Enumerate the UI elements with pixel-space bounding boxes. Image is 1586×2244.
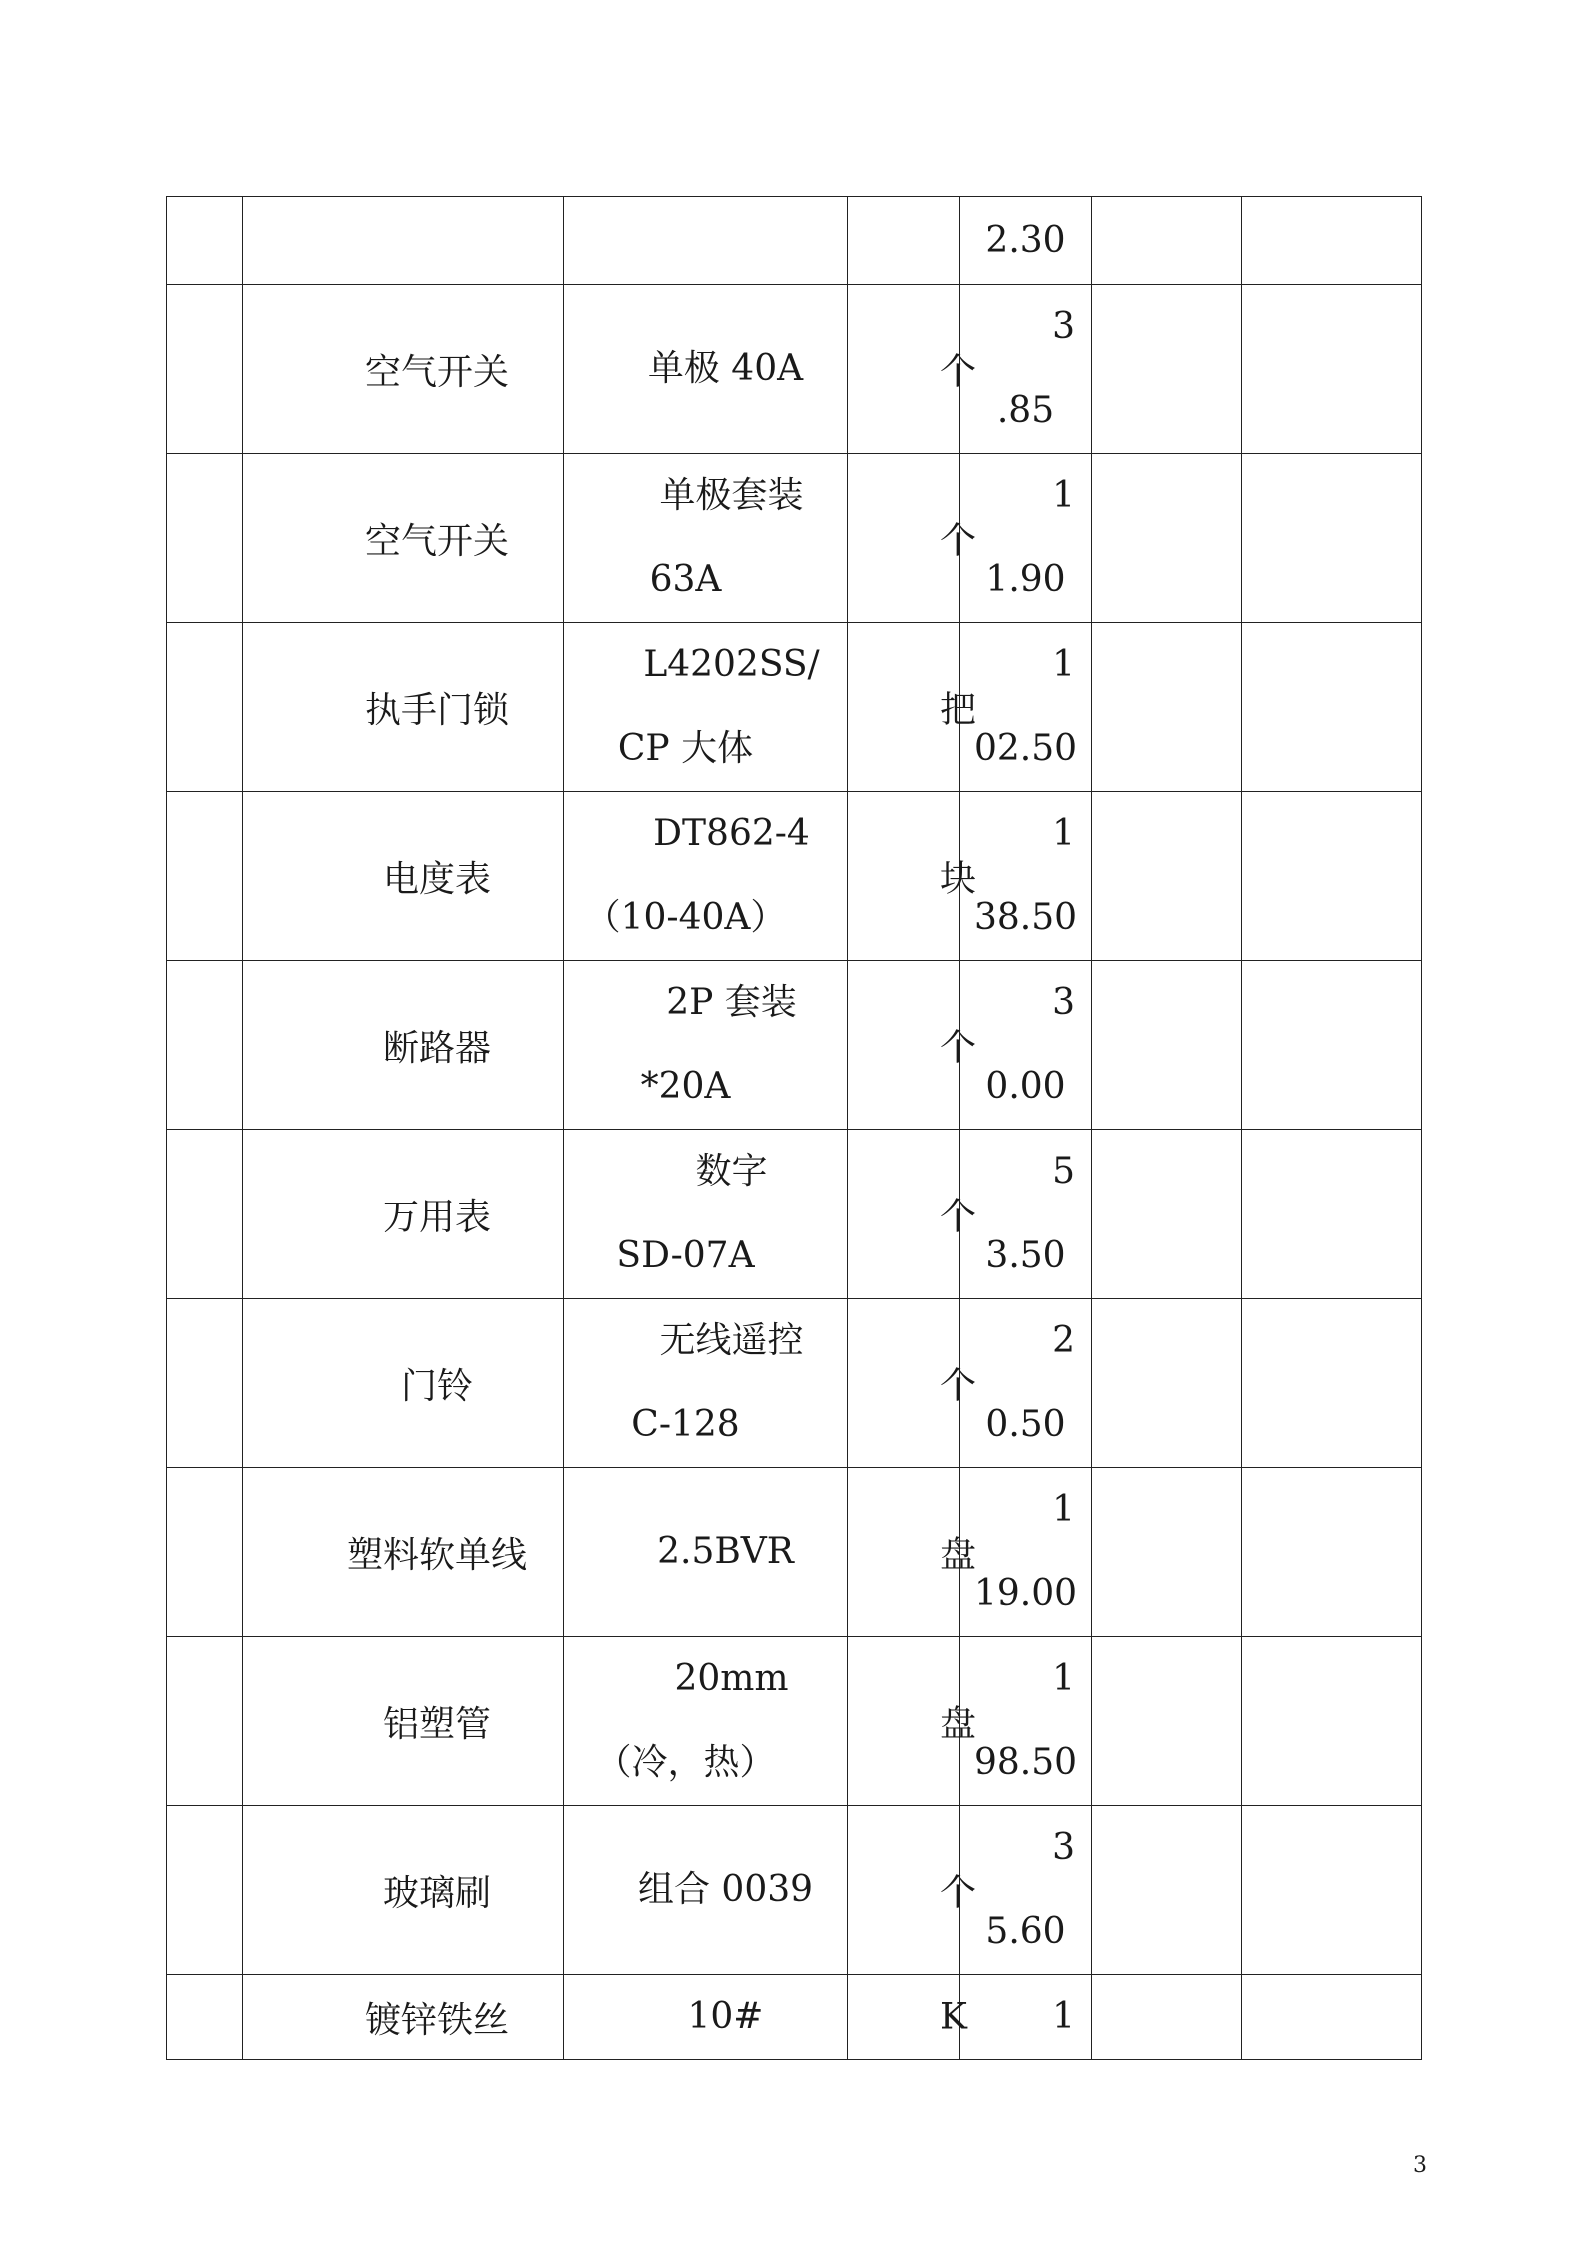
price-part: 5.60 [985, 1911, 1066, 1952]
unit-cell [848, 961, 977, 1130]
unit-text: 个 [940, 351, 977, 393]
empty-cell [1242, 454, 1422, 623]
spec-text: 无线遥控 [659, 1320, 804, 1361]
unit-cell [848, 1299, 977, 1468]
unit-cell [848, 1130, 977, 1299]
name-cell: 门铃 [243, 1299, 564, 1468]
unit-cell [848, 1975, 967, 2060]
empty-cell [1092, 454, 1242, 623]
price-part: 1 [1052, 1489, 1075, 1530]
unit-cell [848, 1468, 977, 1637]
index-cell [167, 792, 243, 961]
name-cell: 电度表 [243, 792, 564, 961]
spec-text: 单极 40A [647, 348, 804, 389]
price-cell [960, 1975, 1092, 2060]
index-cell [167, 1806, 243, 1975]
price-part: 1 [1052, 1658, 1075, 1699]
spec-text: CP 大体 [617, 728, 754, 769]
spec-cell [564, 1975, 848, 2060]
name-cell: 镀锌铁丝 [243, 1975, 564, 2060]
spec-text: （10-40A） [584, 897, 787, 938]
name-cell: 玻璃刷 [243, 1806, 564, 1975]
name-cell [243, 197, 564, 285]
name-cell: 万用表 [243, 1130, 564, 1299]
unit-text: 个 [940, 1196, 977, 1238]
price-part: 2 [1052, 1320, 1075, 1361]
spec-text: 2.5BVR [657, 1531, 794, 1572]
spec-cell [564, 197, 848, 285]
table-row [167, 961, 1422, 1130]
empty-cell [1092, 1468, 1242, 1637]
price-part: 1 [1052, 475, 1075, 516]
table-row [167, 1975, 1422, 2060]
price-part: 0.50 [985, 1404, 1066, 1445]
empty-cell [1092, 1130, 1242, 1299]
empty-cell [1242, 792, 1422, 961]
price-part: .85 [996, 390, 1055, 431]
price-cell [960, 792, 1092, 961]
price-cell [960, 1637, 1092, 1806]
price-part: 3 [1052, 982, 1075, 1023]
table-row [167, 1637, 1422, 1806]
spec-cell [564, 1299, 848, 1468]
unit-text: 个 [940, 1365, 977, 1407]
spec-text: L4202SS/ [643, 644, 820, 685]
spec-text: （冷，热） [595, 1742, 776, 1783]
price-cell [960, 961, 1092, 1130]
index-cell [167, 1130, 243, 1299]
unit-cell [848, 454, 977, 623]
spec-cell [564, 1468, 848, 1637]
index-cell [167, 197, 243, 285]
price-table [166, 196, 1422, 2060]
unit-cell [848, 285, 977, 454]
price-part: 98.50 [973, 1742, 1078, 1783]
empty-cell [1242, 961, 1422, 1130]
empty-cell [1242, 1975, 1422, 2060]
price-cell [960, 285, 1092, 454]
empty-cell [1092, 623, 1242, 792]
unit-cell [848, 792, 977, 961]
spec-cell [564, 1637, 848, 1806]
price-part: 0.00 [985, 1066, 1066, 1107]
spec-cell [564, 961, 848, 1130]
spec-cell [564, 1130, 848, 1299]
price-part: 1.90 [985, 559, 1066, 600]
empty-cell [1242, 1806, 1422, 1975]
empty-cell [1242, 285, 1422, 454]
index-cell [167, 285, 243, 454]
unit-text: K [940, 1996, 967, 2038]
name-cell: 空气开关 [243, 285, 564, 454]
spec-text: 20mm [674, 1658, 789, 1699]
price-cell [960, 197, 1092, 285]
unit-text: 盘 [940, 1703, 977, 1745]
spec-cell [564, 623, 848, 792]
page-number: 3 [1413, 2153, 1427, 2178]
unit-cell [848, 623, 977, 792]
price-part: 3 [1052, 306, 1075, 347]
price-cell [960, 1806, 1092, 1975]
empty-cell [1242, 623, 1422, 792]
index-cell [167, 1975, 243, 2060]
empty-cell [1092, 1975, 1242, 2060]
table-row [167, 1806, 1422, 1975]
spec-text: 数字 [695, 1151, 768, 1192]
table-row [167, 454, 1422, 623]
spec-cell [564, 285, 848, 454]
price-part: 3 [1052, 1827, 1075, 1868]
price-part: 38.50 [973, 897, 1078, 938]
table-row [167, 1468, 1422, 1637]
spec-cell [564, 1806, 848, 1975]
empty-cell [1242, 1468, 1422, 1637]
price-cell [960, 1130, 1092, 1299]
empty-cell [1092, 792, 1242, 961]
empty-cell [1242, 1299, 1422, 1468]
empty-cell [1242, 1637, 1422, 1806]
empty-cell [1092, 1637, 1242, 1806]
index-cell [167, 1468, 243, 1637]
index-cell [167, 454, 243, 623]
spec-text: 10# [687, 1996, 764, 2037]
name-cell: 铝塑管 [243, 1637, 564, 1806]
name-cell: 空气开关 [243, 454, 564, 623]
price-cell [960, 623, 1092, 792]
price-cell [960, 1468, 1092, 1637]
unit-cell [848, 197, 960, 285]
table-row [167, 1299, 1422, 1468]
name-cell: 执手门锁 [243, 623, 564, 792]
name-cell: 断路器 [243, 961, 564, 1130]
empty-cell [1092, 1299, 1242, 1468]
price-part: 1 [1052, 813, 1075, 854]
empty-cell [1242, 197, 1422, 285]
price-cell [960, 454, 1092, 623]
spec-text: *20A [640, 1066, 731, 1107]
table-row [167, 792, 1422, 961]
price-part: 19.00 [973, 1573, 1078, 1614]
unit-text: 把 [940, 689, 977, 731]
price-part: 5 [1052, 1151, 1075, 1192]
index-cell [167, 623, 243, 792]
spec-cell [564, 792, 848, 961]
spec-text: 组合 0039 [637, 1869, 814, 1910]
price-cell [960, 1299, 1092, 1468]
spec-text: 63A [649, 559, 722, 600]
unit-text: 个 [940, 1872, 977, 1914]
index-cell [167, 961, 243, 1130]
spec-text: SD-07A [616, 1235, 755, 1276]
unit-text: 个 [940, 520, 977, 562]
unit-cell [848, 1637, 977, 1806]
table-row [167, 1130, 1422, 1299]
price-part: 02.50 [973, 728, 1078, 769]
price-part: 1 [1052, 1996, 1075, 2037]
table-row [167, 623, 1422, 792]
price-value: 2.30 [985, 219, 1066, 261]
empty-cell [1242, 1130, 1422, 1299]
spec-text: 2P 套装 [666, 982, 797, 1023]
spec-text: 单极套装 [659, 475, 804, 516]
price-part: 3.50 [985, 1235, 1066, 1276]
table-row [167, 197, 1422, 285]
table-row [167, 285, 1422, 454]
unit-cell [848, 1806, 977, 1975]
empty-cell [1092, 285, 1242, 454]
empty-cell [1092, 197, 1242, 285]
empty-cell [1092, 1806, 1242, 1975]
index-cell [167, 1299, 243, 1468]
spec-text: C-128 [631, 1404, 740, 1445]
index-cell [167, 1637, 243, 1806]
unit-text: 盘 [940, 1534, 977, 1576]
spec-text: DT862-4 [653, 813, 810, 854]
name-cell: 塑料软单线 [243, 1468, 564, 1637]
unit-text: 个 [940, 1027, 977, 1069]
unit-text: 块 [940, 858, 977, 900]
spec-cell [564, 454, 848, 623]
empty-cell [1092, 961, 1242, 1130]
price-part: 1 [1052, 644, 1075, 685]
